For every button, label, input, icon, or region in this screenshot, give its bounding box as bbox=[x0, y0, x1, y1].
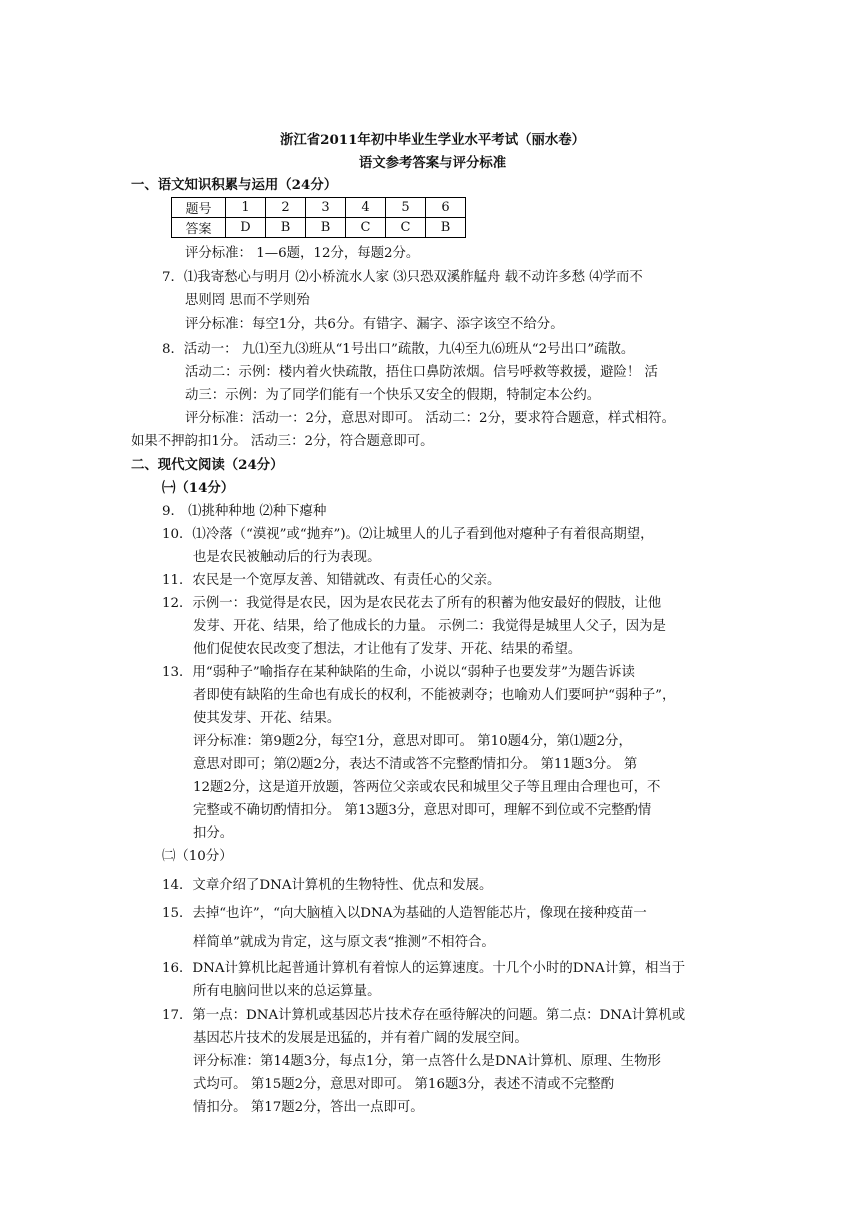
scoring-9-13: 扣分。 bbox=[193, 826, 234, 841]
part1-heading: ㈠（14分） bbox=[162, 480, 235, 496]
scoring-9-13: 评分标准：第9题2分，每空1分，意思对即可。 第10题4分，第⑴题2分， bbox=[193, 734, 632, 749]
table-cell: 1 bbox=[226, 198, 266, 218]
scoring-14-17: 式均可。 第15题2分，意思对即可。 第16题3分，表述不清或不完整酌 bbox=[193, 1077, 615, 1092]
q17-line: 基因芯片技术的发展是迅猛的，并有着广阔的发展空间。 bbox=[193, 1031, 528, 1046]
document-title: 浙江省2011年初中毕业生学业水平考试（丽水卷） bbox=[279, 132, 586, 148]
scoring-1-6: 评分标准： 1—6题，12分，每题2分。 bbox=[185, 246, 420, 261]
table-cell: D bbox=[226, 218, 266, 238]
q10-line: 也是农民被触动后的行为表现。 bbox=[193, 550, 381, 565]
q8-line: 8．活动一： 九⑴至九⑶班从“1号出口”疏散，九⑷至九⑹班从“2号出口”疏散。 bbox=[162, 342, 635, 357]
q8-line: 活动二：示例：楼内着火快疏散，捂住口鼻防浓烟。信号呼救等救援，避险！ 活 bbox=[185, 365, 658, 380]
table-row bbox=[172, 198, 466, 218]
table-cell: B bbox=[306, 218, 346, 238]
table-cell: C bbox=[346, 218, 386, 238]
q12-line: 他们促使农民改变了想法，才让他有了发芽、开花、结果的希望。 bbox=[193, 642, 582, 657]
table-cell: 题号 bbox=[172, 198, 226, 218]
part2-heading: ㈡（10分） bbox=[162, 849, 233, 864]
section2-heading: 二、现代文阅读（24分） bbox=[131, 457, 284, 473]
table-cell: 2 bbox=[266, 198, 306, 218]
answer-table bbox=[171, 197, 466, 238]
table-cell: B bbox=[266, 218, 306, 238]
q12-line: 12．示例一：我觉得是农民，因为是农民花去了所有的积蓄为他安最好的假肢，让他 bbox=[162, 596, 662, 611]
q7-line: 思则罔 思而不学则殆 bbox=[185, 293, 310, 308]
q16-line: 所有电脑问世以来的总运算量。 bbox=[193, 984, 381, 999]
table-cell: 3 bbox=[306, 198, 346, 218]
table-cell: 5 bbox=[386, 198, 426, 218]
q15-line: 15．去掉“也许”，“向大脑植入以DNA为基础的人造智能芯片，像现在接种疫苗一 bbox=[162, 906, 647, 921]
q15-line: 样简单”就成为肯定，这与原文表“推测”不相符合。 bbox=[193, 935, 495, 950]
q16-line: 16．DNA计算机比起普通计算机有着惊人的运算速度。十几个小时的DNA计算，相当于 bbox=[162, 961, 686, 976]
q11: 11．农民是一个宽厚友善、知错就改、有责任心的父亲。 bbox=[162, 573, 501, 588]
q9: 9． ⑴挑种种地 ⑵种下瘪种 bbox=[162, 504, 327, 519]
section1-heading: 一、语文知识积累与运用（24分） bbox=[131, 177, 338, 193]
scoring-14-17: 评分标准：第14题3分，每点1分，第一点答什么是DNA计算机、原理、生物形 bbox=[193, 1054, 661, 1069]
q8-scoring: 如果不押韵扣1分。 活动三：2分，符合题意即可。 bbox=[131, 434, 434, 449]
q10-line: 10．⑴冷落（“漠视”或“抛弃”)。⑵让城里人的儿子看到他对瘪种子有着很高期望， bbox=[162, 527, 654, 542]
table-cell: 答案 bbox=[172, 218, 226, 238]
table-cell: B bbox=[426, 218, 466, 238]
table-cell: 4 bbox=[346, 198, 386, 218]
scoring-9-13: 完整或不确切酌情扣分。 第13题3分，意思对即可，理解不到位或不完整酌情 bbox=[193, 803, 652, 818]
q8-line: 动三：示例：为了同学们能有一个快乐又安全的假期，特制定本公约。 bbox=[185, 388, 601, 403]
scoring-9-13: 12题2分，这是道开放题，答两位父亲或农民和城里父子等且理由合理也可，不 bbox=[193, 780, 661, 795]
q13-line: 13．用“弱种子”喻指存在某种缺陷的生命，小说以“弱种子也要发芽”为题告诉读 bbox=[162, 665, 635, 680]
document-subtitle: 语文参考答案与评分标准 bbox=[358, 155, 507, 171]
q14: 14．文章介绍了DNA计算机的生物特性、优点和发展。 bbox=[162, 878, 493, 893]
q13-line: 使其发芽、开花、结果。 bbox=[193, 711, 341, 726]
table-row bbox=[172, 218, 466, 238]
q8-scoring: 评分标准：活动一：2分，意思对即可。 活动二：2分，要求符合题意，样式相符。 bbox=[185, 411, 675, 426]
scoring-14-17: 情扣分。 第17题2分，答出一点即可。 bbox=[193, 1100, 424, 1115]
q12-line: 发芽、开花、结果，给了他成长的力量。 示例二：我觉得是城里人父子，因为是 bbox=[193, 619, 666, 634]
q7-line: 7．⑴我寄愁心与明月 ⑵小桥流水人家 ⑶只恐双溪舴艋舟 载不动许多愁 ⑷学而不 bbox=[162, 270, 643, 285]
table-cell: 6 bbox=[426, 198, 466, 218]
q7-scoring: 评分标准：每空1分，共6分。有错字、漏字、添字该空不给分。 bbox=[185, 317, 564, 332]
scoring-9-13: 意思对即可；第⑵题2分，表达不清或答不完整酌情扣分。 第11题3分。 第 bbox=[193, 757, 638, 772]
table-cell: C bbox=[386, 218, 426, 238]
q13-line: 者即使有缺陷的生命也有成长的权利，不能被剥夺；也喻劝人们要呵护“弱种子”， bbox=[193, 688, 676, 703]
q17-line: 17．第一点：DNA计算机或基因芯片技术存在亟待解决的问题。第二点：DNA计算机或 bbox=[162, 1008, 686, 1023]
